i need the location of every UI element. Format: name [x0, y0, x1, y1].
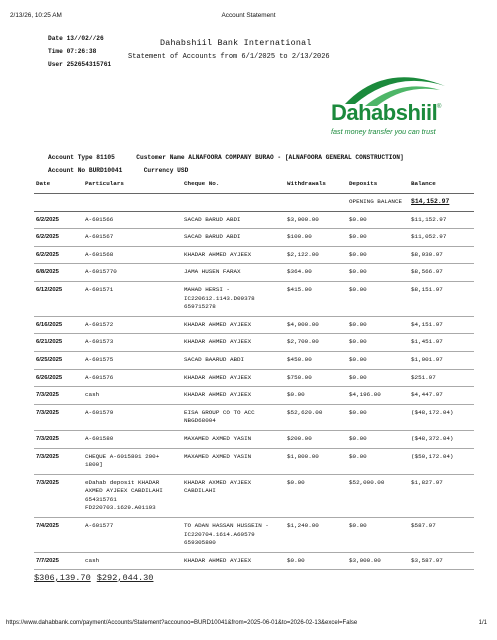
col-withdrawals-header: Withdrawals	[285, 178, 347, 194]
row-particulars: cash	[83, 387, 182, 405]
row-particulars: A-601571	[83, 281, 182, 316]
row-particulars: A-601573	[83, 334, 182, 352]
meta-date-label: Date	[48, 35, 63, 42]
row-deposit: $0.00	[347, 229, 409, 247]
table-row	[34, 404, 474, 430]
row-cheque-no: JAMA HUSEN FARAX	[182, 264, 285, 282]
row-deposit: $0.00	[347, 430, 409, 448]
table-row	[34, 316, 474, 334]
total-deposits: $292,044.30	[96, 573, 154, 583]
row-withdrawal: $1,240.00	[285, 518, 347, 553]
row-date: 6/26/2025	[34, 369, 83, 387]
table-header-row	[34, 178, 474, 194]
account-no-value: BURD10041	[88, 167, 123, 174]
row-cheque-no: KHADAR AHMED AYJEEX	[182, 316, 285, 334]
opening-balance-label: OPENING BALANCE	[347, 194, 409, 212]
row-balance: $1,451.97	[409, 334, 474, 352]
table-row	[34, 552, 474, 570]
row-cheque-no: SACAD BARUD ABDI	[182, 211, 285, 229]
row-cheque-no: SACAD BARUD ABDI	[182, 229, 285, 247]
row-withdrawal: $364.00	[285, 264, 347, 282]
table-row	[34, 351, 474, 369]
row-cheque-no: KHADAR AHMED AYJEEX	[182, 334, 285, 352]
row-date: 7/7/2025	[34, 552, 83, 570]
row-cheque-no: KHADAR AHMED AYJEEX	[182, 552, 285, 570]
row-date: 7/3/2025	[34, 448, 83, 474]
account-no-label: Account No	[48, 167, 86, 174]
row-withdrawal: $4,000.00	[285, 316, 347, 334]
row-withdrawal: $200.00	[285, 430, 347, 448]
row-date: 7/4/2025	[34, 518, 83, 553]
col-deposits-header: Deposits	[347, 178, 409, 194]
row-withdrawal: $2,122.00	[285, 246, 347, 264]
row-particulars: A-601568	[83, 246, 182, 264]
row-balance: $4,151.97	[409, 316, 474, 334]
row-withdrawal: $1,800.00	[285, 448, 347, 474]
table-row	[34, 264, 474, 282]
row-deposit: $0.00	[347, 518, 409, 553]
row-deposit: $0.00	[347, 351, 409, 369]
row-particulars: CHEQUE A-6015801 200+ 1800]	[83, 448, 182, 474]
col-balance-header: Balance	[409, 178, 474, 194]
print-title: Account Statement	[221, 12, 276, 19]
logo-registered-mark: ®	[437, 104, 442, 110]
row-cheque-no: KHADAR AHMED AYJEEX	[182, 246, 285, 264]
row-cheque-no: EISA GROUP CO TO ACC NBGD68004	[182, 404, 285, 430]
table-row	[34, 448, 474, 474]
page-number: 1/1	[478, 620, 487, 626]
row-deposit: $0.00	[347, 281, 409, 316]
row-particulars: A-6015770	[83, 264, 182, 282]
opening-balance-row	[34, 194, 474, 212]
row-balance: $8,566.97	[409, 264, 474, 282]
meta-time-label: Time	[48, 48, 63, 55]
account-row-2	[48, 164, 404, 177]
row-particulars: A-601566	[83, 211, 182, 229]
row-withdrawal: $0.00	[285, 474, 347, 517]
row-balance: ($50,172.04)	[409, 448, 474, 474]
report-meta	[48, 32, 111, 71]
row-cheque-no: SACAD BAARUD ABDI	[182, 351, 285, 369]
row-cheque-no: TO ADAN HASSAN HUSSEIN - IC220704.1614.A60579 659305800	[182, 518, 285, 553]
row-deposit: $0.00	[347, 448, 409, 474]
logo-tagline: fast money transfer you can trust	[331, 127, 436, 136]
table-row	[34, 334, 474, 352]
table-row	[34, 229, 474, 247]
row-balance: $8,151.97	[409, 281, 474, 316]
col-date-header: Date	[34, 178, 83, 194]
customer-name-label: Customer Name	[136, 154, 185, 161]
meta-date-value: 13//02//26	[66, 35, 104, 42]
row-date: 6/2/2025	[34, 229, 83, 247]
row-date: 6/25/2025	[34, 351, 83, 369]
row-date: 6/2/2025	[34, 246, 83, 264]
row-balance: $3,587.97	[409, 552, 474, 570]
row-date: 6/8/2025	[34, 264, 83, 282]
account-info	[48, 151, 404, 177]
row-balance: ($48,372.04)	[409, 430, 474, 448]
row-withdrawal: $0.00	[285, 387, 347, 405]
meta-date-row	[48, 32, 111, 45]
table-row	[34, 281, 474, 316]
row-particulars: A-601580	[83, 430, 182, 448]
row-date: 6/2/2025	[34, 211, 83, 229]
row-withdrawal: $450.00	[285, 351, 347, 369]
row-balance: $251.97	[409, 369, 474, 387]
row-date: 7/3/2025	[34, 404, 83, 430]
row-cheque-no: MAHAD HERSI - IC220612.1143.D09378 659715278	[182, 281, 285, 316]
row-balance: $587.97	[409, 518, 474, 553]
row-cheque-no: MAXAMED AXMED YASIN	[182, 430, 285, 448]
row-cheque-no: KHADAR AHMED AYJEEX	[182, 387, 285, 405]
row-balance: $11,152.97	[409, 211, 474, 229]
row-deposit: $0.00	[347, 369, 409, 387]
row-particulars: A-601572	[83, 316, 182, 334]
row-balance: $11,052.97	[409, 229, 474, 247]
row-balance: ($48,172.04)	[409, 404, 474, 430]
row-date: 6/16/2025	[34, 316, 83, 334]
account-type-label: Account Type	[48, 154, 93, 161]
row-deposit: $3,000.00	[347, 552, 409, 570]
table-row	[34, 387, 474, 405]
row-withdrawal: $0.00	[285, 552, 347, 570]
row-deposit: $52,000.00	[347, 474, 409, 517]
row-deposit: $0.00	[347, 316, 409, 334]
meta-user-value: 252654315761	[66, 61, 112, 68]
row-balance: $4,447.97	[409, 387, 474, 405]
statement-table	[34, 178, 474, 570]
totals	[34, 573, 159, 583]
meta-user-row	[48, 58, 111, 71]
row-balance: $8,930.97	[409, 246, 474, 264]
meta-user-label: User	[48, 61, 63, 68]
logo-wordmark: Dahabshiil	[331, 100, 438, 125]
meta-time-row	[48, 45, 111, 58]
row-cheque-no: KHADAR AHMED AYJEEX	[182, 369, 285, 387]
row-particulars: A-601575	[83, 351, 182, 369]
table-row	[34, 211, 474, 229]
row-withdrawal: $750.00	[285, 369, 347, 387]
bank-name: Dahabshiil Bank International	[160, 38, 312, 48]
row-balance: $1,001.97	[409, 351, 474, 369]
col-particulars-header: Particulars	[83, 178, 182, 194]
row-withdrawal: $415.00	[285, 281, 347, 316]
account-row-1	[48, 151, 404, 164]
row-balance: $1,827.97	[409, 474, 474, 517]
row-date: 7/3/2025	[34, 430, 83, 448]
row-cheque-no: MAXAMED AXMED YASIN	[182, 448, 285, 474]
row-date: 7/3/2025	[34, 387, 83, 405]
row-deposit: $0.00	[347, 334, 409, 352]
row-deposit: $0.00	[347, 246, 409, 264]
row-particulars: A-601567	[83, 229, 182, 247]
row-date: 6/21/2025	[34, 334, 83, 352]
meta-time-value: 07:26:38	[66, 48, 97, 55]
row-cheque-no: KHADAR AXMED AYJEEX CABDILAHI	[182, 474, 285, 517]
table-row	[34, 369, 474, 387]
row-particulars: A-601577	[83, 518, 182, 553]
row-deposit: $4,196.00	[347, 387, 409, 405]
row-withdrawal: $2,700.00	[285, 334, 347, 352]
row-withdrawal: $100.00	[285, 229, 347, 247]
opening-balance-value: $14,152.97	[409, 194, 474, 212]
row-deposit: $0.00	[347, 404, 409, 430]
row-date: 7/3/2025	[34, 474, 83, 517]
col-cheque-header: Cheque No.	[182, 178, 285, 194]
row-withdrawal: $3,000.00	[285, 211, 347, 229]
dahabshiil-logo	[325, 64, 455, 144]
account-type-value: 81105	[96, 154, 115, 161]
row-deposit: $0.00	[347, 264, 409, 282]
currency-label: Currency	[143, 167, 174, 174]
total-withdrawals: $306,139.70	[34, 573, 91, 583]
table-row	[34, 246, 474, 264]
row-withdrawal: $52,620.00	[285, 404, 347, 430]
currency-value: USD	[177, 167, 189, 174]
row-deposit: $0.00	[347, 211, 409, 229]
page-url: https://www.dahabbank.com/payment/Accounts/Statement?accounoo=BURD10041&from=2025-06-01&to=2026-02-13&excel=False	[6, 620, 358, 626]
row-date: 6/12/2025	[34, 281, 83, 316]
table-row	[34, 518, 474, 553]
row-particulars: A-601579	[83, 404, 182, 430]
row-particulars: A-601576	[83, 369, 182, 387]
table-row	[34, 474, 474, 517]
print-header	[10, 12, 487, 22]
customer-name-value: ALNAFOORA COMPANY BURAO - [ALNAFOORA GENERAL CONSTRUCTION]	[188, 154, 404, 161]
table-row	[34, 430, 474, 448]
row-particulars: cash	[83, 552, 182, 570]
row-particulars: eDahab deposit KHADAR AXMED AYJEEX CABDILAHI 654315761 FD220703.1629.A01193	[83, 474, 182, 517]
statement-title: Statement of Accounts from 6/1/2025 to 2/13/2026	[128, 53, 330, 61]
print-datetime: 2/13/26, 10:25 AM	[10, 12, 62, 19]
